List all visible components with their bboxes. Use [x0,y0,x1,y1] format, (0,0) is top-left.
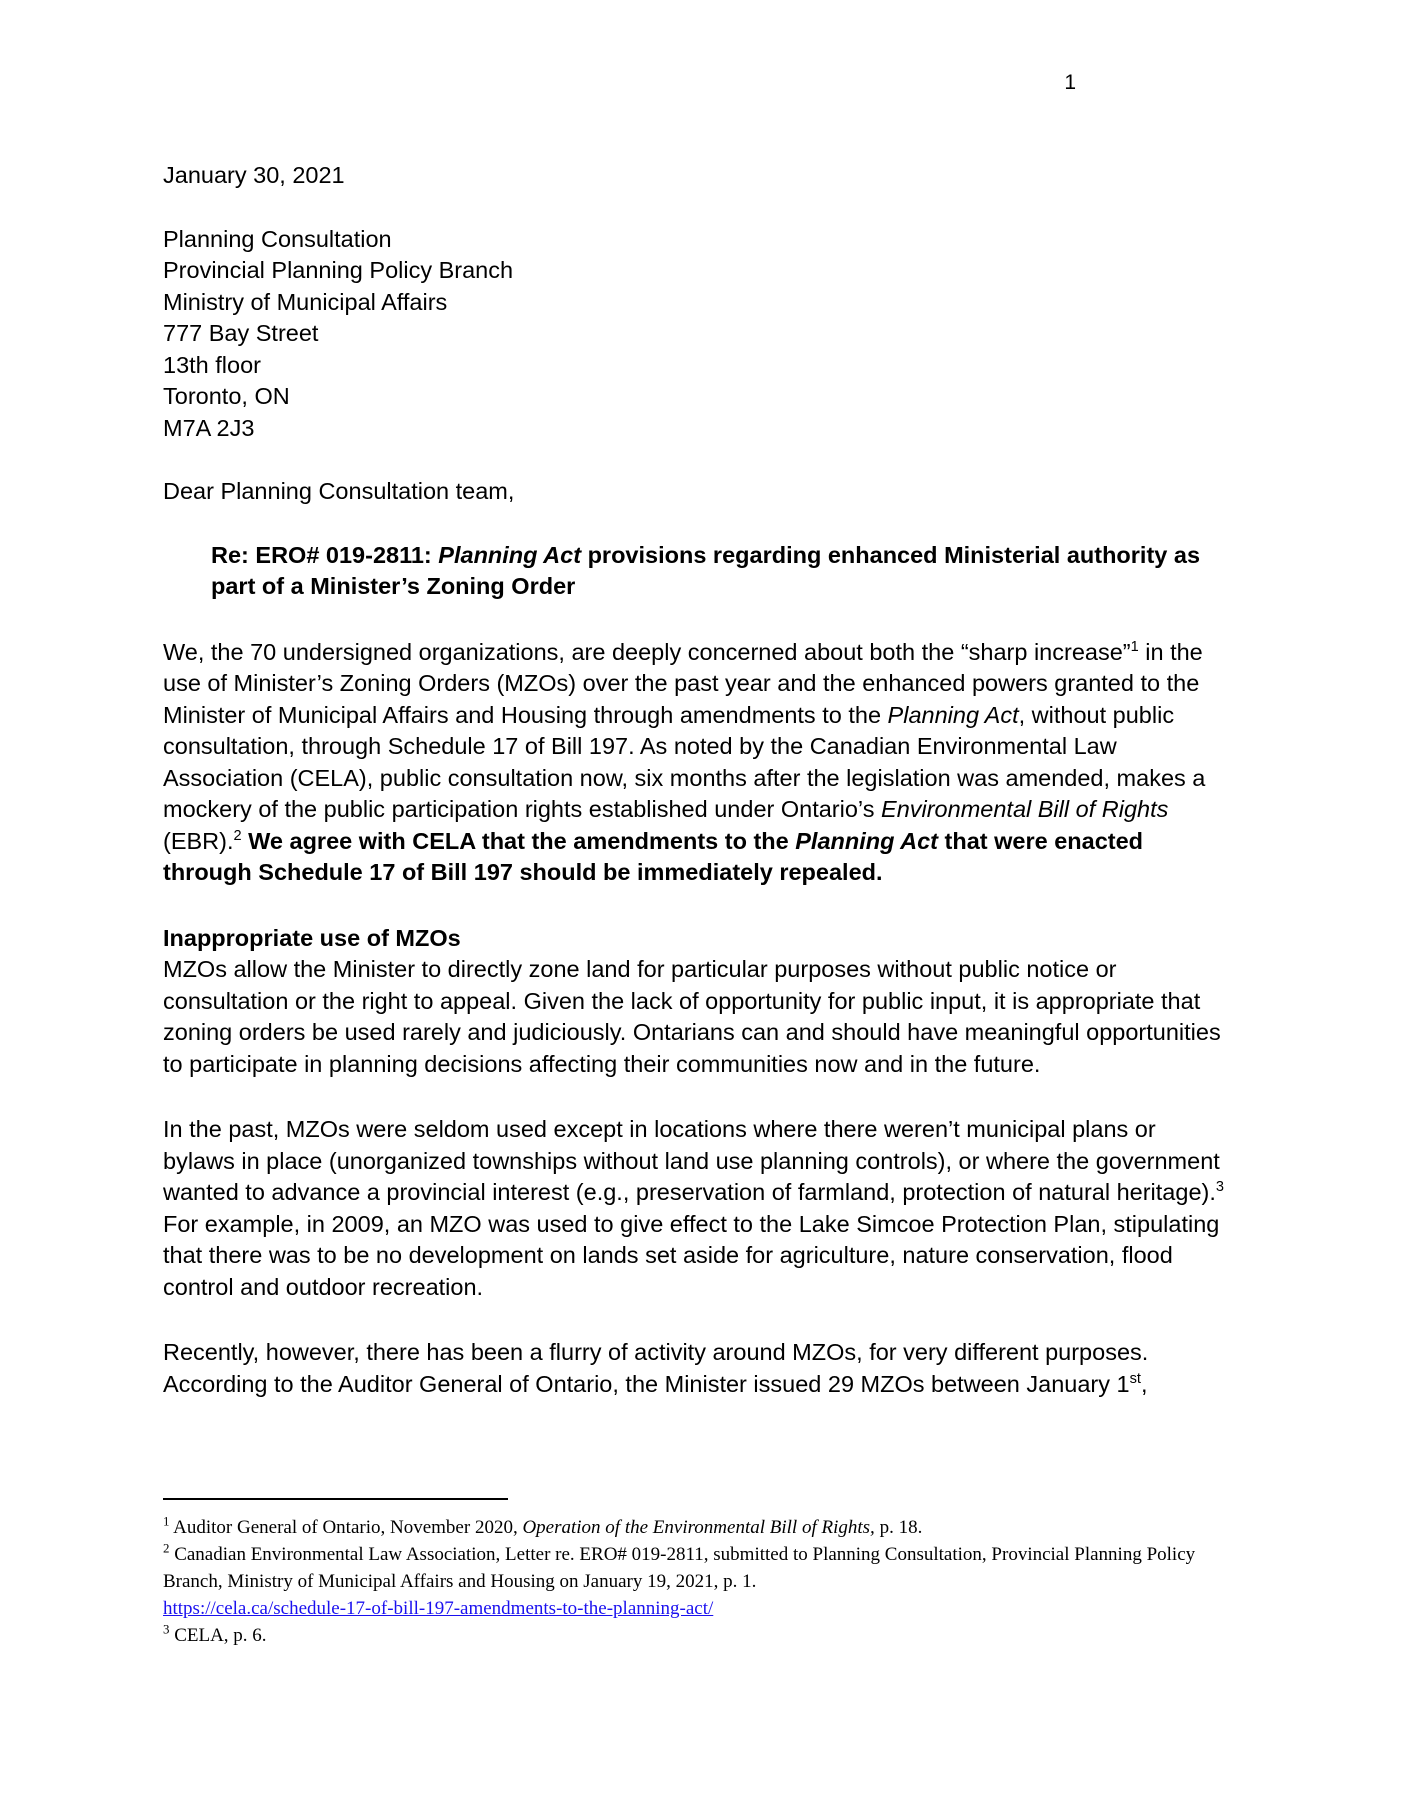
footnote-3-text: CELA, p. 6. [169,1625,267,1646]
address-line: M7A 2J3 [163,414,255,441]
footnote-2-text: Canadian Environmental Law Association, Letter re. ERO# 019-2811, submitted to Planning Consultation, Provincial Planning Policy Branch, Ministry of Municipal Affairs and Housing on January 19, 2021, p. 1. [163,1544,1196,1592]
footnote-3 [163,1622,1253,1649]
subject-prefix: Re: ERO# 019-2811: [211,541,439,568]
paragraph-four [163,1337,1233,1400]
footnote-ref-1[interactable]: 1 [1130,638,1139,655]
footnote-1-title-italic: Operation of the Environmental Bill of Rights, [522,1517,875,1538]
p4-segment-2: , [1140,1370,1148,1397]
address-line: Planning Consultation [163,225,392,252]
p1-segment-4: (EBR). [163,827,234,854]
footnote-2-marker: 2 [163,1540,170,1556]
section-heading-inappropriate-use: Inappropriate use of MZOs [163,924,461,951]
subject-suffix: provisions regarding enhanced Ministerial authority as part of a Minister’s Zoning Order [211,541,1201,599]
footnote-1 [163,1514,1253,1541]
address-line: 777 Bay Street [163,320,319,346]
footnote-2-url-link[interactable]: https://cela.ca/schedule-17-of-bill-197-amendments-to-the-planning-act/ [163,1598,714,1619]
address-line: Toronto, ON [163,383,290,409]
page-number: 1 [1064,71,1076,94]
address-line: 13th floor [163,351,261,378]
footnote-2 [163,1541,1253,1622]
paragraph-three [163,1114,1233,1303]
p4-segment-1: Recently, however, there has been a flurry of activity around MZOs, for very different purposes. According to the Auditor General of Ontario, the Minister issued 29 MZOs between January 1 [163,1339,1149,1397]
paragraph-two: MZOs allow the Minister to directly zone land for particular purposes without public notice or consultation or the right to appeal. Given the lack of opportunity for public input, it is appropriate that zoning orders be used rarely and judiciously. Ontarians can and should have meaningful opportunities to participate in planning decisions affecting their communities now and in the future. [163,956,1221,1077]
footnote-3-marker: 3 [163,1621,170,1637]
footnote-1-text-b: p. 18. [874,1517,923,1538]
footnote-separator-rule [163,1498,508,1500]
p1-bold-1: We agree with CELA that the amendments to the [241,827,796,854]
p3-segment-2: For example, in 2009, an MZO was used to give effect to the Lake Simcoe Protection Plan, stipulating that there was to be no development on lands set aside for agriculture, nature conservation, flood control and outdoor recreation. [163,1210,1220,1300]
letter-date: January 30, 2021 [163,162,345,188]
footnote-ref-2[interactable]: 2 [233,827,242,844]
p1-segment-3: , without public consultation, through Schedule 17 of Bill 197. As noted by the Canadian Environmental Law Association (CELA), public consultation now, six months after the legislation was amended, makes a mockery of the public participation rights established under Ontario’s [163,701,1206,822]
p1-bold-act-italic-text: Planning Act [795,827,938,854]
footnotes-section [163,1498,1253,1649]
footnote-1-marker: 1 [163,1513,170,1529]
p1-segment-1: We, the 70 undersigned organizations, are deeply concerned about both the “sharp increase” [163,638,1131,665]
paragraph-one [163,637,1233,889]
subject-act-italic: Planning Act [438,541,582,568]
footnote-1-text-a: Auditor General of Ontario, November 2020, [169,1517,523,1538]
footnote-ref-3[interactable]: 3 [1215,1179,1224,1196]
p3-segment-1: In the past, MZOs were seldom used except in locations where there weren’t municipal plans or bylaws in place (unorganized townships without land use planning controls), or where the government wanted to advance a provincial interest (e.g., preservation of farmland, protection of natural heritage). [163,1116,1220,1205]
subject-line [211,540,1223,603]
letter-body [163,160,1233,1400]
p1-bold-2: that were enacted through Schedule 17 of Bill 197 should be immediately repealed. [163,827,1144,885]
p1-act-italic-1: Planning Act [887,701,1019,728]
recipient-address [163,224,1233,445]
p1-ebr-italic: Environmental Bill of Rights [881,796,1169,822]
p1-segment-2: in the use of Minister’s Zoning Orders (MZOs) over the past year and the enhanced powers granted to the Minister of Municipal Affairs and Housing through amendments to the [163,638,1203,728]
p1-bold-act-italic [795,828,938,854]
address-line: Ministry of Municipal Affairs [163,288,448,315]
salutation: Dear Planning Consultation team, [163,478,515,504]
address-line: Provincial Planning Policy Branch [163,257,514,283]
ordinal-suffix-st: st [1129,1370,1141,1387]
